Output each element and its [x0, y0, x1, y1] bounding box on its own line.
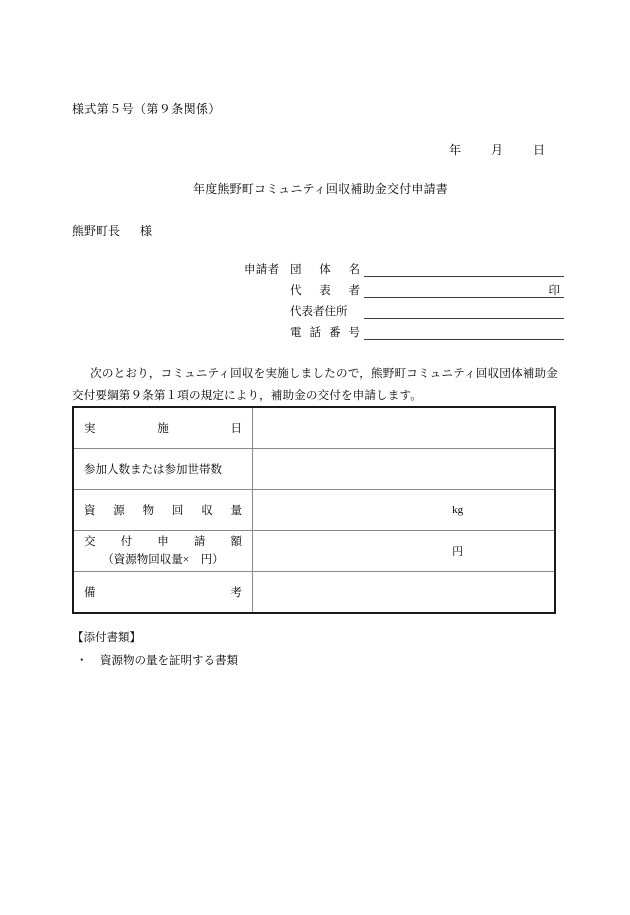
date-month-label: 月: [490, 143, 503, 157]
unit-label-yen: 円: [452, 546, 464, 558]
label-plain: 参加人数または参加世帯数: [84, 464, 222, 476]
unit-label-kg: kg: [452, 504, 464, 516]
row-sublabel-grant-formula: （資源物回収量× 円）: [102, 554, 224, 566]
row-label-collected-amount: [73, 490, 253, 531]
label-spread: 資 源 物 回 収 量: [84, 505, 242, 517]
addressee-honorific: 様: [140, 224, 153, 238]
row-value-remarks[interactable]: [253, 572, 556, 614]
representative-label: 代 表 者: [290, 285, 360, 297]
row-value-grant-amount[interactable]: [253, 531, 556, 572]
attachments-heading: 【添付書類】: [72, 632, 141, 644]
addressee: [72, 222, 152, 240]
date-day-label: 日: [532, 143, 545, 157]
form-number: 様式第５号（第９条関係）: [72, 102, 221, 116]
applicant-row-address: [244, 300, 564, 319]
applicant-row-representative: [244, 279, 564, 298]
phone-number-label: 電 話 番 号: [290, 327, 360, 339]
applicant-row-organization: [244, 258, 564, 277]
attachment-item-text: 資源物の量を証明する書類: [100, 655, 238, 667]
applicant-row-phone: [244, 321, 564, 340]
list-item: [76, 653, 238, 670]
page-title: 年度熊野町コミュニティ回収補助金交付申請書: [193, 182, 449, 196]
phone-number-field[interactable]: [364, 323, 564, 340]
row-value-collected-amount[interactable]: [253, 490, 556, 531]
organization-name-label: 団 体 名: [290, 264, 360, 276]
row-value-implementation-date[interactable]: [253, 407, 556, 449]
date-line: [380, 141, 560, 159]
label-spread: 備 考: [84, 587, 242, 599]
application-details-table: [72, 406, 556, 614]
applicant-prefix-label: 申請者: [244, 264, 280, 276]
applicant-block: [244, 258, 564, 342]
date-year-label: 年: [448, 143, 461, 157]
label-spread: 交 付 申 請 額: [84, 536, 242, 548]
representative-address-label: 代表者住所: [290, 306, 348, 318]
table-row: [73, 572, 555, 614]
body-paragraph-text: 次のとおり，コミュニティ回収を実施しましたので，熊野町コミュニティ回収団体補助金交付要綱第９条第１項の規定により，補助金の交付を申請します。: [72, 367, 558, 402]
addressee-name: 熊野町長: [72, 224, 121, 238]
table-row: [73, 531, 555, 572]
table-row: [73, 490, 555, 531]
representative-field[interactable]: [364, 281, 564, 298]
table-row: [73, 449, 555, 490]
seal-icon: 印: [548, 284, 560, 297]
bullet-icon: ・: [76, 655, 88, 667]
organization-name-field[interactable]: [364, 260, 564, 277]
label-spread: 実 施 日: [84, 423, 242, 435]
row-label-participants: [73, 449, 253, 490]
row-value-participants[interactable]: [253, 449, 556, 490]
body-paragraph: [72, 363, 558, 407]
representative-address-field[interactable]: [364, 302, 564, 319]
row-label-grant-amount: [73, 531, 253, 572]
row-label-implementation-date: [73, 407, 253, 449]
table-row: [73, 407, 555, 449]
row-label-remarks: [73, 572, 253, 614]
